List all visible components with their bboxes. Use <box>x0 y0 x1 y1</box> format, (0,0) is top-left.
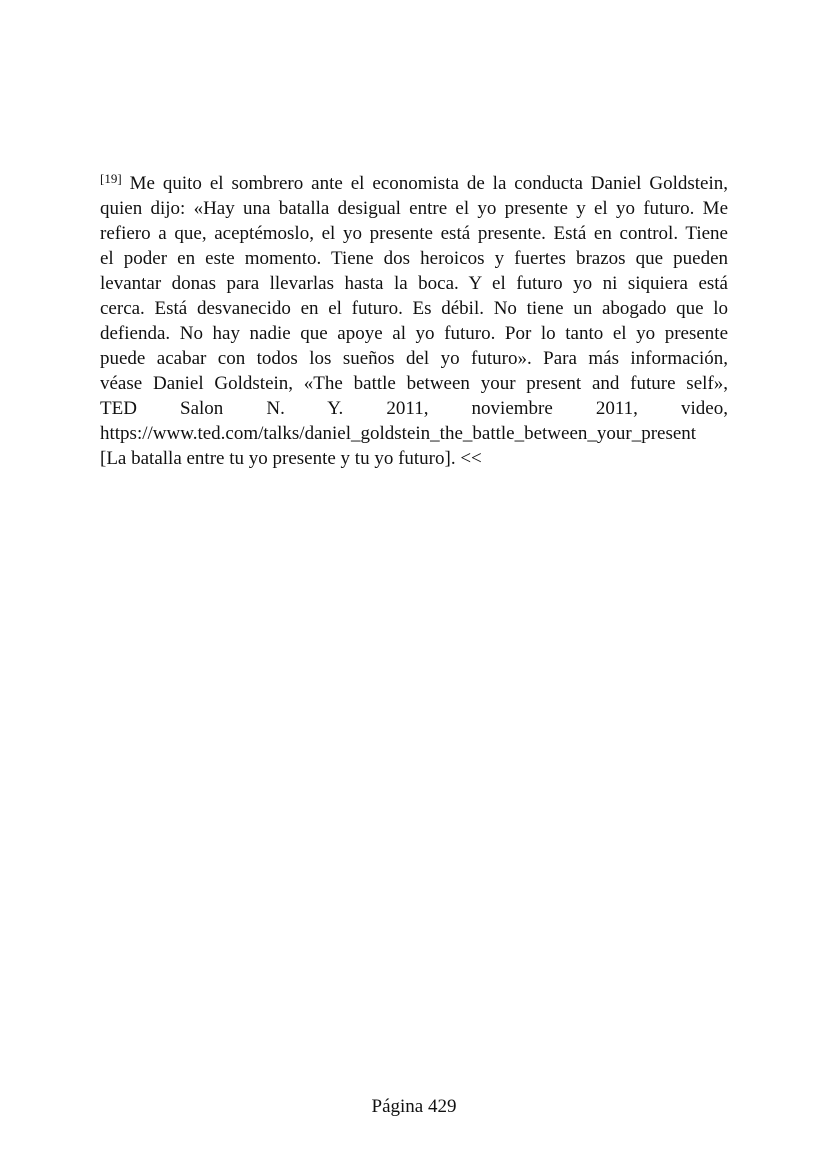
footnote-closing-text: [La batalla entre tu yo presente y tu yo futuro]. <box>100 448 456 469</box>
footnote-line-8: puede acabar con todos los sueños del yo futuro». Para más información, <box>100 348 728 369</box>
footnote-line-7: defienda. No hay nadie que apoye al yo futuro. Por lo tanto el yo presente <box>100 323 728 344</box>
footnote-line-3: refiero a que, aceptémoslo, el yo presente está presente. Está en control. Tiene <box>100 223 728 244</box>
footnote-line-1 <box>100 171 728 196</box>
footnote-line-4: el poder en este momento. Tiene dos heroicos y fuertes brazos que pueden <box>100 248 728 269</box>
footnote-19 <box>100 171 728 471</box>
footnote-line-10: TED Salon N. Y. 2011, noviembre 2011, video, <box>100 398 728 419</box>
footnote-text: Me quito el sombrero ante el economista de la conducta Daniel Goldstein, <box>129 173 729 194</box>
footnote-line-closing <box>100 446 728 471</box>
footnote-line-2: quien dijo: «Hay una batalla desigual entre el yo presente y el yo futuro. Me <box>100 198 728 219</box>
page-number: Página 429 <box>371 1096 457 1117</box>
footnote-line-5: levantar donas para llevarlas hasta la boca. Y el futuro yo ni siquiera está <box>100 273 728 294</box>
footnote-line-9: véase Daniel Goldstein, «The battle between your present and future self», <box>100 373 728 394</box>
back-to-text-link[interactable]: << <box>460 448 482 469</box>
footnote-line-6: cerca. Está desvanecido en el futuro. Es débil. No tiene un abogado que lo <box>100 298 728 319</box>
footnote-url: https://www.ted.com/talks/daniel_goldstein_the_battle_between_your_present <box>100 423 697 444</box>
footnote-marker: [19] <box>100 171 122 186</box>
